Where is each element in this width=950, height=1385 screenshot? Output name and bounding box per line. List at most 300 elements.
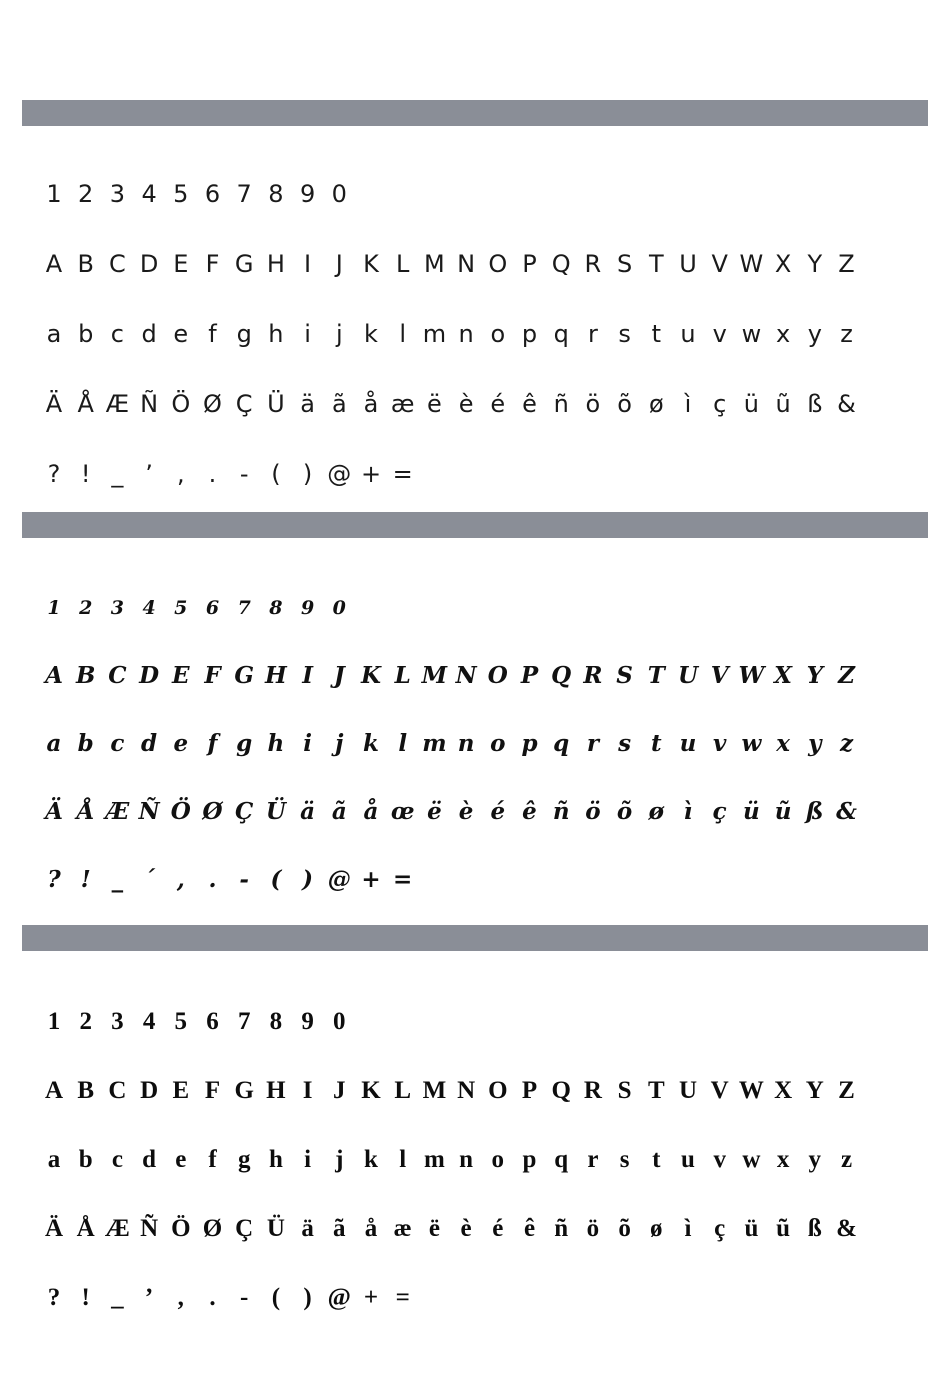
glyph: a: [47, 1146, 61, 1173]
glyph: y: [808, 730, 822, 757]
glyph: d: [141, 730, 158, 757]
glyph: s: [618, 320, 631, 348]
glyph-row-punctuation: [0, 860, 950, 900]
glyph: ß: [806, 798, 824, 825]
glyph: D: [140, 1077, 159, 1104]
glyph: œ: [390, 798, 415, 825]
glyph: Z: [838, 1077, 855, 1104]
glyph: é: [490, 390, 506, 418]
glyph: Ç: [235, 798, 254, 825]
glyph: v: [712, 320, 727, 348]
glyph: D: [139, 250, 159, 278]
glyph: ö: [585, 798, 601, 825]
glyph: Ö: [171, 1215, 191, 1242]
glyph: D: [139, 662, 160, 689]
glyph: 3: [111, 1008, 124, 1035]
glyph: i: [304, 320, 311, 348]
glyph: ø: [650, 1215, 663, 1242]
glyph: m: [423, 1146, 445, 1173]
glyph: 9: [299, 180, 316, 208]
glyph: X: [774, 250, 792, 278]
glyph: l: [398, 730, 408, 757]
glyph: é: [490, 798, 506, 825]
glyph: 1: [46, 180, 62, 208]
glyph: J: [335, 250, 343, 278]
glyph-row-lowercase: [0, 1140, 950, 1180]
glyph: x: [776, 1146, 790, 1173]
glyph: p: [522, 1146, 537, 1173]
glyph: ü: [743, 390, 759, 418]
glyph: (: [271, 1284, 281, 1311]
glyph: &: [837, 390, 856, 418]
glyph: Ø: [203, 390, 222, 418]
glyph: è: [460, 1215, 472, 1242]
glyph: =: [393, 866, 413, 893]
glyph: ü: [744, 1215, 759, 1242]
glyph: Ñ: [140, 1215, 159, 1242]
glyph: V: [711, 250, 728, 278]
glyph: s: [618, 730, 632, 757]
glyph: X: [774, 1077, 793, 1104]
glyph: u: [680, 320, 696, 348]
glyph: O: [488, 250, 508, 278]
glyph: ê: [523, 1215, 536, 1242]
glyph: k: [364, 320, 378, 348]
glyph-row-punctuation: [0, 454, 950, 494]
glyph: q: [554, 1146, 569, 1173]
glyph-row-accented: [0, 384, 950, 424]
glyph: ã: [331, 798, 347, 825]
glyph: w: [741, 320, 762, 348]
glyph: Ü: [265, 798, 286, 825]
glyph: c: [110, 320, 124, 348]
glyph: V: [710, 1077, 729, 1104]
glyph: ì: [684, 390, 692, 418]
glyph: 8: [269, 597, 283, 619]
glyph: @: [327, 1284, 351, 1311]
glyph: -: [239, 460, 249, 488]
glyph: L: [394, 662, 411, 689]
glyph: N: [457, 250, 476, 278]
glyph: .: [208, 866, 217, 893]
glyph: J: [333, 662, 345, 689]
glyph: S: [617, 1077, 632, 1104]
glyph: G: [234, 1077, 254, 1104]
glyph: Y: [806, 662, 823, 689]
glyph: j: [335, 730, 344, 757]
glyph: Ü: [267, 390, 285, 418]
glyph: W: [738, 1077, 764, 1104]
glyph: .: [208, 460, 217, 488]
glyph: Æ: [105, 798, 130, 825]
glyph: 9: [300, 597, 315, 619]
glyph: &: [836, 798, 857, 825]
glyph: y: [808, 1146, 822, 1173]
section-divider-band: [22, 925, 928, 951]
glyph: 1: [47, 1008, 61, 1035]
glyph: U: [678, 1077, 698, 1104]
glyph: C: [109, 250, 126, 278]
glyph: e: [175, 1146, 187, 1173]
glyph: (: [270, 866, 282, 893]
glyph: c: [111, 1146, 123, 1173]
glyph: ß: [807, 390, 823, 418]
glyph: g: [236, 320, 252, 348]
glyph: X: [774, 662, 793, 689]
glyph: ’: [144, 1284, 154, 1311]
glyph: t: [651, 320, 661, 348]
glyph: å: [363, 798, 379, 825]
glyph: B: [77, 1077, 95, 1104]
glyph: j: [335, 320, 343, 348]
glyph: r: [587, 1146, 599, 1173]
glyph: ?: [47, 866, 61, 893]
glyph: @: [327, 460, 352, 488]
glyph: A: [45, 250, 63, 278]
glyph: o: [491, 1146, 505, 1173]
glyph: e: [173, 730, 189, 757]
glyph-row-digits: [0, 588, 950, 628]
glyph: j: [335, 1146, 344, 1173]
glyph: n: [458, 320, 474, 348]
glyph: ã: [331, 390, 347, 418]
glyph: Æ: [105, 390, 130, 418]
glyph: Ü: [266, 1215, 285, 1242]
glyph: 0: [332, 597, 346, 619]
glyph: ): [302, 460, 313, 488]
glyph: +: [361, 866, 381, 893]
glyph: ê: [522, 798, 537, 825]
glyph: Ö: [171, 390, 191, 418]
glyph: F: [204, 662, 221, 689]
glyph: ø: [648, 390, 664, 418]
glyph: k: [364, 1146, 378, 1173]
glyph: è: [458, 390, 474, 418]
glyph-row-lowercase: [0, 314, 950, 354]
glyph: ũ: [775, 390, 791, 418]
glyph: 9: [301, 1008, 314, 1035]
glyph: _: [111, 1284, 124, 1311]
glyph: a: [46, 730, 62, 757]
glyph: b: [78, 320, 94, 348]
glyph: 6: [204, 180, 221, 208]
glyph: r: [586, 730, 599, 757]
glyph: 2: [78, 180, 94, 208]
glyph: 6: [206, 1008, 219, 1035]
glyph: H: [266, 1077, 286, 1104]
glyph: -: [239, 866, 249, 893]
glyph: T: [647, 662, 665, 689]
glyph: Z: [838, 250, 855, 278]
glyph: 7: [236, 180, 252, 208]
glyph: 4: [141, 180, 157, 208]
glyph: ñ: [554, 1215, 569, 1242]
glyph: ì: [684, 1215, 692, 1242]
glyph: ’: [145, 460, 153, 488]
glyph: 0: [333, 1008, 346, 1035]
glyph: p: [521, 320, 538, 348]
glyph: ´: [143, 866, 155, 893]
glyph: v: [713, 730, 727, 757]
glyph: ü: [743, 798, 760, 825]
glyph: ,: [176, 866, 185, 893]
glyph: ß: [807, 1215, 822, 1242]
glyph: U: [677, 662, 699, 689]
glyph: ë: [427, 390, 442, 418]
glyph: K: [361, 662, 381, 689]
glyph-row-lowercase: [0, 724, 950, 764]
glyph: ñ: [553, 390, 569, 418]
glyph: a: [46, 320, 62, 348]
glyph: õ: [616, 798, 633, 825]
glyph: æ: [390, 390, 415, 418]
glyph: C: [108, 1077, 127, 1104]
glyph-row-uppercase: [0, 1071, 950, 1111]
glyph: n: [459, 1146, 474, 1173]
glyph: W: [738, 662, 765, 689]
glyph: ø: [648, 798, 664, 825]
glyph: ö: [585, 390, 601, 418]
glyph: õ: [617, 390, 632, 418]
glyph: 8: [269, 1008, 283, 1035]
glyph: K: [361, 1077, 381, 1104]
glyph: Æ: [104, 1215, 130, 1242]
glyph: P: [522, 250, 537, 278]
glyph: A: [45, 662, 63, 689]
glyph-row-digits: [0, 174, 950, 214]
glyph: G: [234, 250, 254, 278]
glyph: B: [77, 250, 94, 278]
glyph: P: [520, 662, 539, 689]
glyph: M: [422, 1077, 447, 1104]
glyph: Å: [76, 1215, 95, 1242]
glyph: i: [303, 730, 312, 757]
glyph: é: [492, 1215, 504, 1242]
glyph: h: [268, 320, 284, 348]
glyph: 4: [142, 597, 156, 619]
glyph: G: [234, 662, 255, 689]
glyph: ): [302, 866, 314, 893]
glyph: I: [302, 1077, 313, 1104]
glyph: 6: [205, 597, 220, 619]
glyph: C: [108, 662, 127, 689]
glyph: b: [78, 1146, 93, 1173]
glyph: b: [77, 730, 94, 757]
glyph: f: [208, 320, 217, 348]
glyph: R: [584, 250, 602, 278]
glyph: r: [587, 320, 598, 348]
glyph: N: [457, 1077, 476, 1104]
glyph: 7: [237, 597, 251, 619]
glyph: d: [141, 320, 157, 348]
glyph: O: [488, 1077, 508, 1104]
glyph: g: [236, 730, 253, 757]
glyph: S: [616, 250, 633, 278]
glyph: (: [271, 460, 281, 488]
glyph: V: [710, 662, 729, 689]
glyph: =: [392, 460, 413, 488]
glyph: Ç: [235, 390, 253, 418]
glyph: h: [268, 1146, 283, 1173]
glyph: w: [742, 1146, 761, 1173]
glyph: Y: [807, 250, 823, 278]
glyph: n: [457, 730, 475, 757]
glyph: H: [265, 662, 287, 689]
glyph-row-punctuation: [0, 1278, 950, 1318]
glyph: m: [422, 730, 447, 757]
glyph-row-digits: [0, 1002, 950, 1042]
glyph: g: [237, 1146, 251, 1173]
glyph: 3: [110, 597, 124, 619]
glyph: L: [394, 1077, 412, 1104]
glyph: Q: [551, 1077, 571, 1104]
glyph: æ: [393, 1215, 412, 1242]
glyph: w: [741, 730, 762, 757]
glyph: Ä: [45, 390, 63, 418]
glyph: _: [111, 460, 124, 488]
glyph: ?: [47, 1284, 61, 1311]
glyph: +: [363, 1284, 379, 1311]
glyph: q: [553, 320, 569, 348]
glyph: ä: [301, 1215, 314, 1242]
glyph: Å: [77, 390, 94, 418]
glyph: R: [583, 1077, 602, 1104]
glyph: 5: [173, 180, 189, 208]
glyph: ö: [586, 1215, 600, 1242]
glyph: R: [583, 662, 603, 689]
glyph-row-uppercase: [0, 244, 950, 284]
glyph: ì: [683, 798, 693, 825]
glyph: A: [44, 1077, 64, 1104]
glyph: Ø: [202, 798, 223, 825]
glyph: T: [648, 250, 664, 278]
glyph: Q: [551, 662, 572, 689]
glyph: ?: [47, 460, 61, 488]
glyph: f: [208, 1146, 217, 1173]
glyph: o: [490, 730, 506, 757]
glyph: h: [267, 730, 285, 757]
glyph: è: [458, 798, 474, 825]
glyph: H: [266, 250, 285, 278]
glyph: M: [424, 250, 445, 278]
glyph: +: [360, 460, 382, 488]
glyph: z: [840, 1146, 853, 1173]
glyph: z: [839, 730, 854, 757]
glyph: k: [363, 730, 379, 757]
glyph: 5: [174, 597, 188, 619]
glyph: Ñ: [140, 390, 159, 418]
glyph: Ç: [235, 1215, 254, 1242]
glyph: Ö: [170, 798, 191, 825]
glyph: ä: [300, 390, 315, 418]
glyph: å: [363, 390, 379, 418]
glyph: I: [304, 250, 312, 278]
glyph: S: [616, 662, 633, 689]
glyph: t: [650, 730, 662, 757]
glyph: ñ: [552, 798, 570, 825]
glyph: ä: [300, 798, 316, 825]
glyph: ): [303, 1284, 312, 1311]
glyph: @: [327, 866, 351, 893]
glyph: 2: [79, 1008, 92, 1035]
glyph: ç: [712, 798, 727, 825]
glyph: y: [807, 320, 822, 348]
glyph: Ñ: [138, 798, 160, 825]
glyph: I: [302, 662, 313, 689]
glyph: 8: [268, 180, 284, 208]
glyph: õ: [618, 1215, 631, 1242]
glyph: ç: [713, 390, 727, 418]
glyph: M: [421, 662, 448, 689]
glyph: Q: [551, 250, 571, 278]
glyph: -: [240, 1284, 249, 1311]
glyph: d: [142, 1146, 157, 1173]
glyph: !: [80, 866, 91, 893]
glyph: 0: [331, 180, 347, 208]
glyph: å: [364, 1215, 378, 1242]
glyph: Y: [805, 1077, 824, 1104]
glyph: =: [395, 1284, 410, 1311]
glyph: ç: [714, 1215, 726, 1242]
glyph: P: [521, 1077, 538, 1104]
glyph: q: [553, 730, 570, 757]
glyph: Ä: [45, 798, 63, 825]
glyph-row-accented: [0, 792, 950, 832]
glyph: _: [111, 866, 124, 893]
glyph: ,: [177, 1284, 184, 1311]
glyph: v: [713, 1146, 726, 1173]
glyph-row-accented: [0, 1209, 950, 1249]
glyph: i: [304, 1146, 312, 1173]
glyph: ê: [522, 390, 537, 418]
glyph: ë: [427, 798, 442, 825]
glyph: F: [204, 1077, 221, 1104]
section-divider-band: [22, 512, 928, 538]
glyph: ,: [176, 460, 185, 488]
glyph: Ä: [44, 1215, 64, 1242]
section-divider-band: [22, 100, 928, 126]
glyph: ũ: [774, 798, 792, 825]
glyph-row-uppercase: [0, 656, 950, 696]
glyph: l: [399, 320, 407, 348]
glyph: x: [776, 730, 790, 757]
glyph: 4: [142, 1008, 156, 1035]
glyph: Z: [838, 662, 855, 689]
glyph: !: [80, 460, 91, 488]
glyph: K: [363, 250, 379, 278]
glyph: N: [455, 662, 477, 689]
glyph: B: [75, 662, 96, 689]
glyph: s: [619, 1146, 630, 1173]
glyph: F: [205, 250, 220, 278]
glyph: f: [207, 730, 218, 757]
glyph: Ø: [202, 1215, 223, 1242]
glyph: W: [739, 250, 764, 278]
glyph: m: [422, 320, 447, 348]
glyph: 5: [174, 1008, 188, 1035]
glyph: ũ: [776, 1215, 791, 1242]
glyph: E: [172, 662, 190, 689]
glyph: z: [840, 320, 853, 348]
glyph: ã: [333, 1215, 346, 1242]
glyph: &: [836, 1215, 857, 1242]
glyph: e: [173, 320, 189, 348]
glyph: U: [679, 250, 697, 278]
glyph: 3: [109, 180, 126, 208]
glyph: t: [652, 1146, 661, 1173]
glyph: E: [173, 250, 189, 278]
glyph: 2: [79, 597, 93, 619]
